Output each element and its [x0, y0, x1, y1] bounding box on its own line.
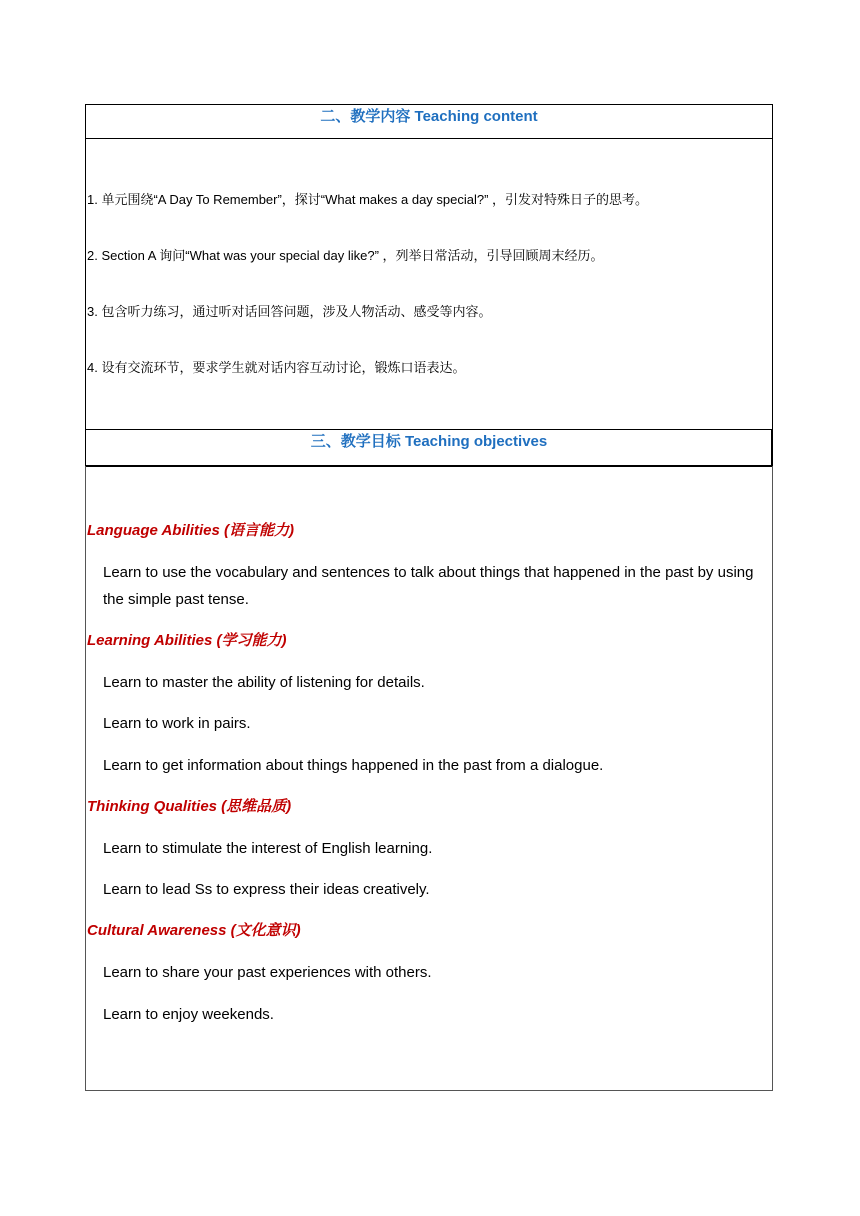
- objective-cultural-2: Learn to enjoy weekends.: [103, 1006, 274, 1023]
- objective-thinking-1: Learn to stimulate the interest of English learning.: [103, 840, 433, 857]
- content-item-2: 2. Section A 询问“What was your special day like?” ，列举日常活动，引导回顾周末经历。: [87, 248, 604, 263]
- objective-thinking-2: Learn to lead Ss to express their ideas creatively.: [103, 881, 430, 898]
- category-language-abilities: Language Abilities (语言能力): [87, 522, 294, 539]
- objective-language-1-text: Learn to use the vocabulary and sentences to talk about things that happened in the past by using the simple past tense.: [103, 564, 754, 608]
- content-item-4: 4. 设有交流环节，要求学生就对话内容互动讨论，锻炼口语表达。: [87, 360, 466, 375]
- content-body-cell: [85, 138, 773, 430]
- category-learning-abilities: Learning Abilities (学习能力): [87, 632, 287, 649]
- objective-cultural-1: Learn to share your past experiences with others.: [103, 964, 432, 981]
- content-item-1: 1. 单元围绕“A Day To Remember”，探讨“What makes a day special?” ，引发对特殊日子的思考。: [87, 192, 649, 207]
- objective-language-1: [87, 559, 767, 613]
- content-item-3: 3. 包含听力练习，通过听对话回答问题，涉及人物活动、感受等内容。: [87, 304, 492, 319]
- content-section-heading: 二、教学内容 Teaching content: [320, 108, 538, 125]
- objective-learning-2: Learn to work in pairs.: [103, 715, 251, 732]
- objectives-section-heading: 三、教学目标 Teaching objectives: [310, 433, 548, 450]
- category-cultural-awareness: Cultural Awareness (文化意识): [87, 922, 301, 939]
- objective-learning-1: Learn to master the ability of listening for details.: [103, 674, 425, 691]
- objective-learning-3: Learn to get information about things happened in the past from a dialogue.: [103, 757, 604, 774]
- category-thinking-qualities: Thinking Qualities (思维品质): [87, 798, 292, 815]
